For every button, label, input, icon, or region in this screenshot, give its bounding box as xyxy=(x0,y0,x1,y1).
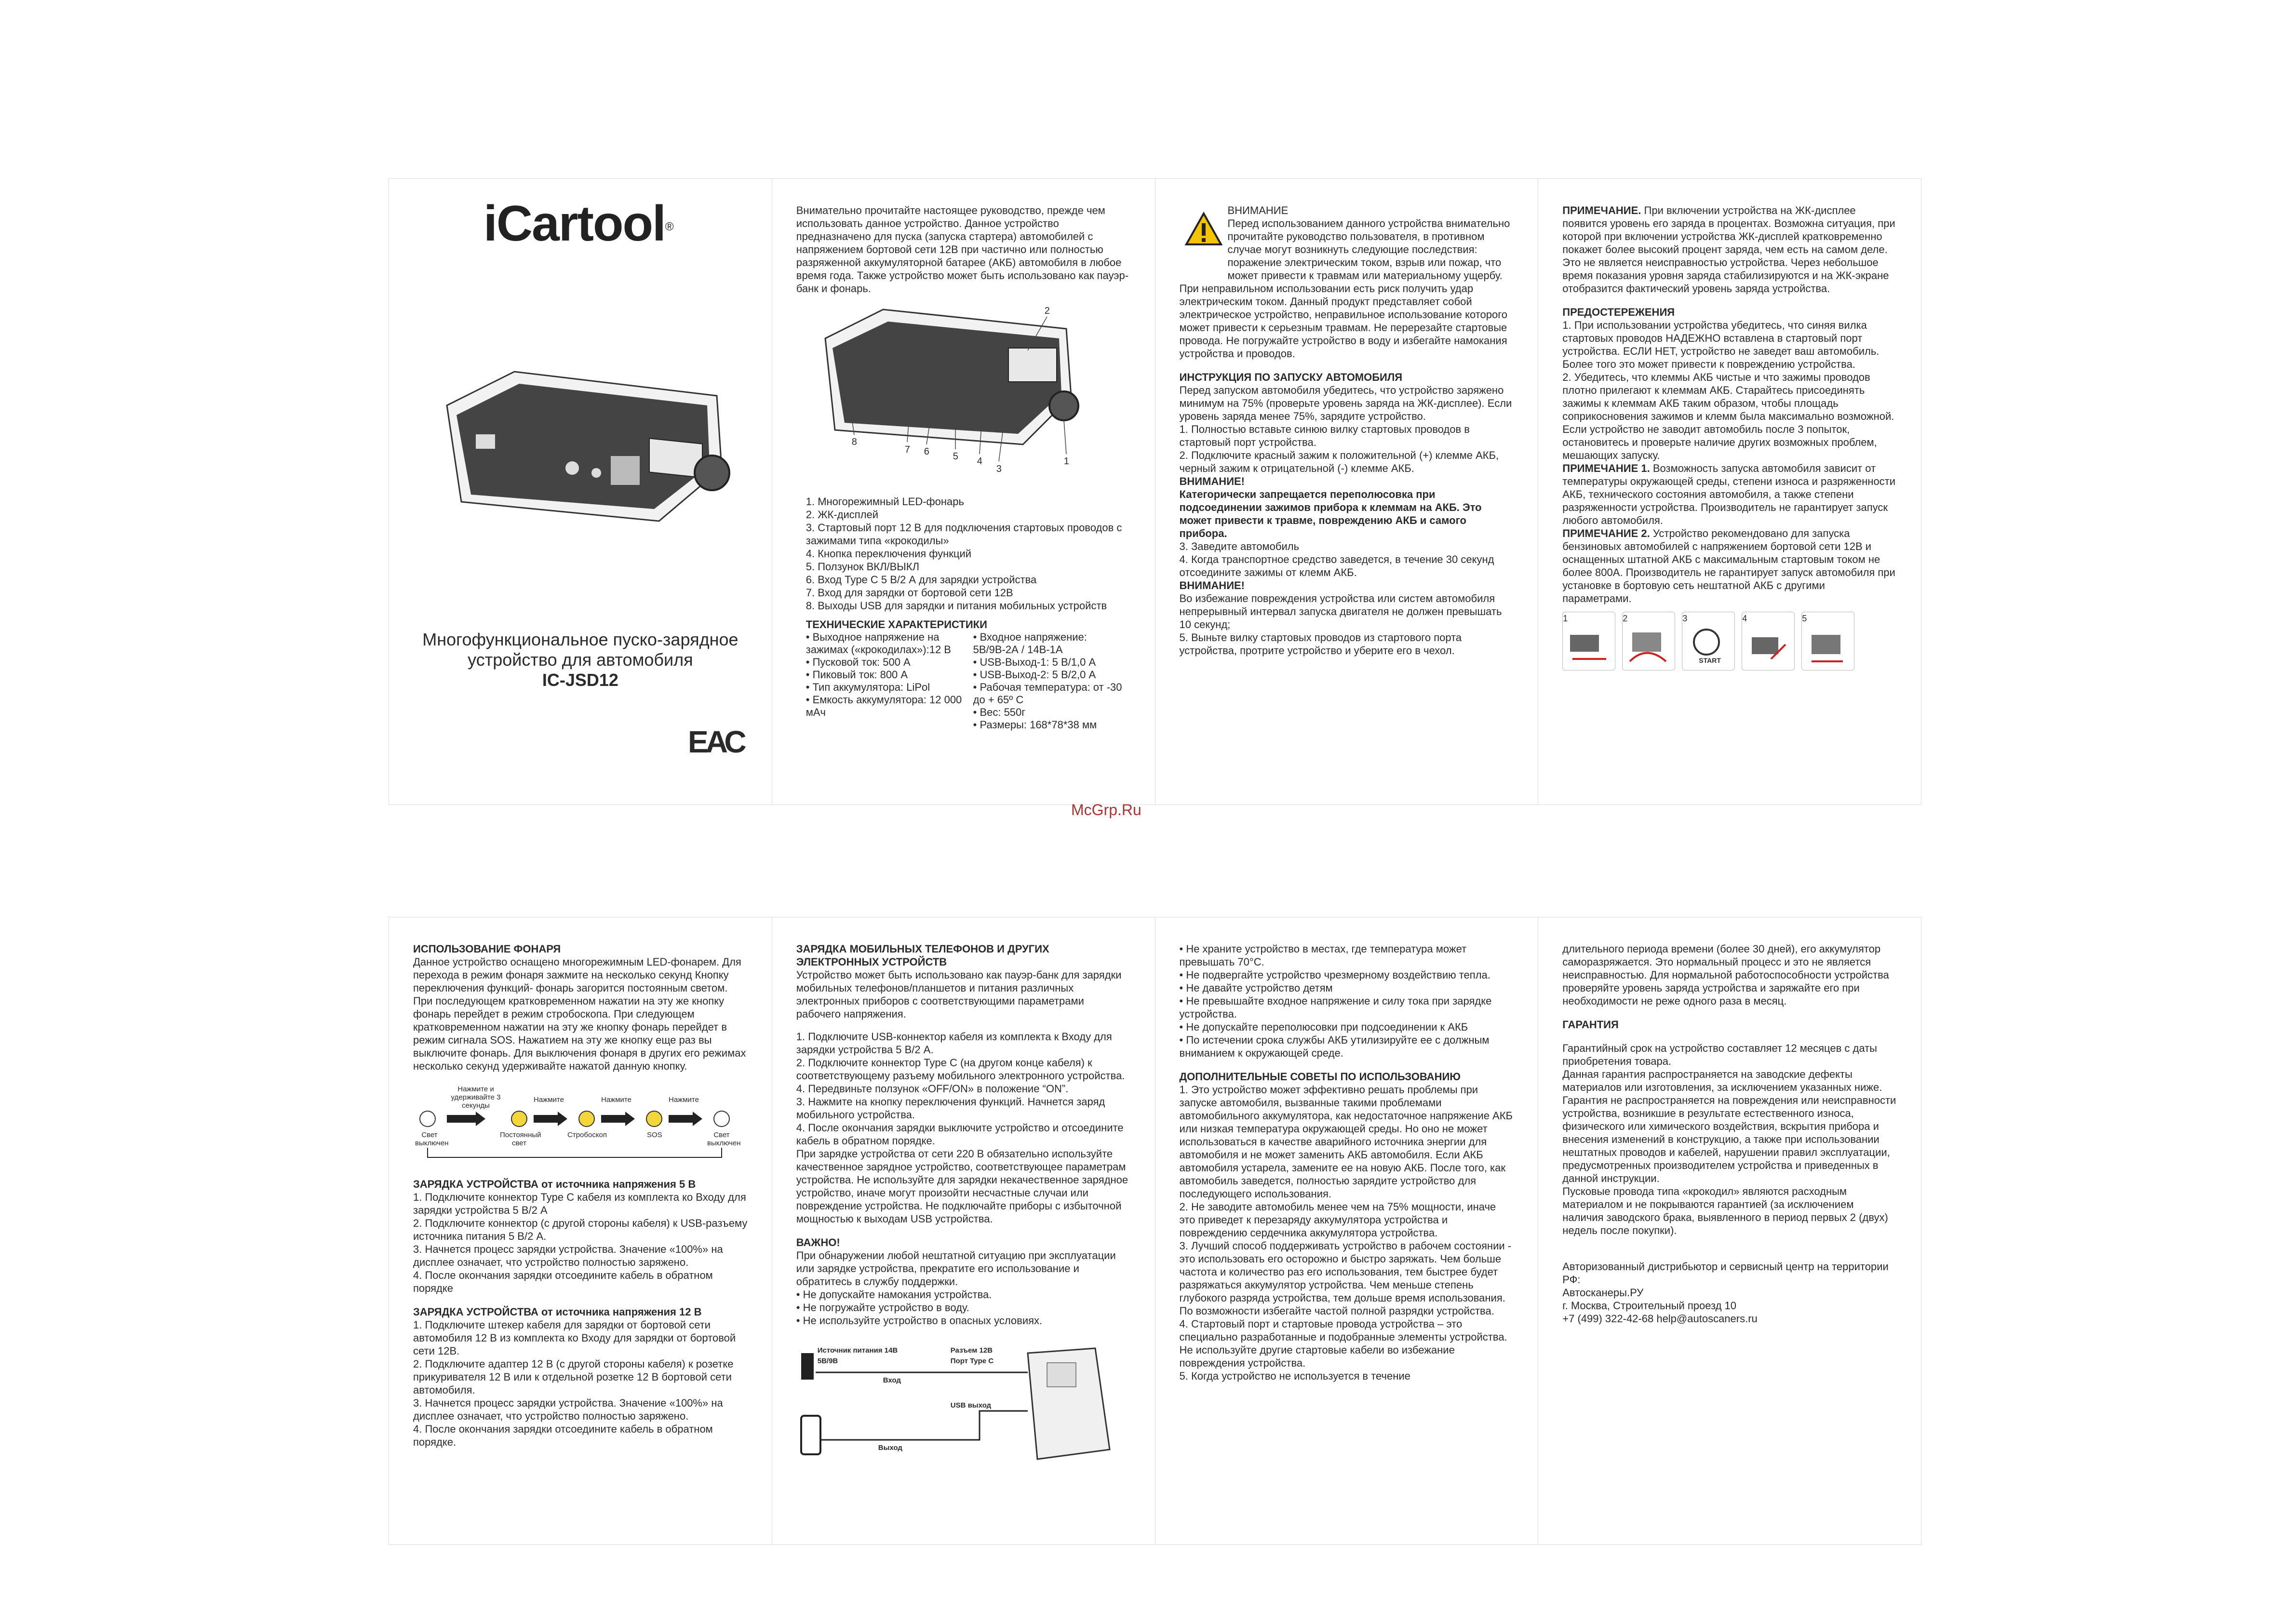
diagram-label: Источник питания 14В xyxy=(817,1346,898,1355)
callout-3: 3 xyxy=(996,464,1002,474)
start-step: 5 xyxy=(1801,612,1854,671)
attention-2-text: Во избежание повреждения устройства или систем автомобиля непрерывный интервал запуска двигателя не должен превышать 10 секунд; xyxy=(1179,592,1502,631)
step-1: 1. Полностью вставьте синюю вилку стартовых проводов в стартовый порт устройства. xyxy=(1179,423,1470,448)
step-3: 3. Заведите автомобиль xyxy=(1179,540,1300,552)
precaution-1: 1. При использовании устройства убедитесь, что синяя вилка стартовых проводов НАДЕЖНО вставлена в стартовый порт устройства. ЕСЛИ НЕТ, устройство не заведет ваш автомобиль. Более того это может привести к повреждению устройства. xyxy=(1562,319,1880,370)
warning-text: Перед использованием данного устройства внимательно прочитайте руководство пользователя, в противном случае могут возникнуть следующие последствия: поражение электрическим током, взрыв или пожар, что может привести к травмам или материальному ущербу. xyxy=(1227,217,1510,282)
flashlight-mode-label: Постоянный свет xyxy=(500,1131,541,1147)
diagram-label: Вход xyxy=(883,1376,901,1384)
sheet-top xyxy=(389,178,1921,805)
parts-list: 1. Многорежимный LED-фонарь 2. ЖК-дисплей 3. Стартовый порт 12 В для подключения стартовых проводов с зажимами типа «крокодилы» 4. Кнопка переключения функций 5. Ползунок ВКЛ/ВЫКЛ 6. Вход Type C 5 В/2 А для зарядки устройства 7. Вход для зарядки от бортовой сети 12В 8. Выходы USB для зарядки и питания мобильных устройств xyxy=(806,496,1122,612)
attention-1: ВНИМАНИЕ! xyxy=(1179,475,1245,487)
flashlight-mode-label: Стробоскоп xyxy=(567,1131,607,1139)
flashlight-hint: Нажмите и удерживайте 3 секунды xyxy=(451,1085,501,1110)
flashlight-panel xyxy=(389,917,772,1544)
powerbank-title: ЗАРЯДКА МОБИЛЬНЫХ ТЕЛЕФОНОВ И ДРУГИХ ЭЛЕКТРОННЫХ УСТРОЙСТВ xyxy=(796,943,1049,968)
caution-item: • Не храните устройство в местах, где температура может превышать 70°С. xyxy=(1179,943,1467,968)
note-1: ПРИМЕЧАНИЕ 1. Возможность запуска автомобиля зависит от температуры окружающей среды, степени износа и разряженности АКБ, технического состояния автомобиля, а также степени разряженности устройства. Производитель не гарантирует запуск любого автомобиля. xyxy=(1562,462,1896,526)
start-instructions-panel xyxy=(1155,179,1539,805)
diagram-label: Разъем 12В xyxy=(950,1346,993,1355)
brand-logo: iCartool® xyxy=(483,196,673,252)
powerbank-panel xyxy=(772,917,1155,1544)
flashlight-mode-label: Свет выключен xyxy=(707,1131,741,1147)
tip-continuation: длительного периода времени (более 30 дней), его аккумулятор саморазряжается. Это нормальный процесс и это не является неисправностью. Для нормальной работоспособности устройства проверяйте уровень заряда устройства и заряжайте его при необходимости не реже одного раза в месяц. xyxy=(1562,943,1889,1007)
start-steps-illustration xyxy=(1562,612,1897,671)
tip-item: 1. Это устройство может эффективно решать проблемы при запуске автомобиля, вызванные такими проблемами автомобильного аккумулятора, как недостаточное напряжение АКБ или низкая температура окружающей среды. Но оно не может использоваться в качестве аварийного источника энергии для автомобиля и не может заменить АКБ автомобиля. Если АКБ автомобиля устарела, замените ее на новую АКБ. После того, как автомобиль заведется, полностью зарядите устройство для последующего использования. xyxy=(1179,1084,1513,1200)
charge-5v-step: 1. Подключите коннектор Type C кабеля из комплекта ко Входу для зарядки устройства 5 В/2 А xyxy=(413,1191,746,1216)
charge-12v-step: 1. Подключите штекер кабеля для зарядки от бортовой сети автомобиля 12 В из комплекта ко Входу для зарядки от бортовой сети 12В. xyxy=(413,1319,736,1357)
attention-1-text: Категорически запрещается переполюсовка при подсоединении зажимов прибора к клеммам на АКБ. Это может привести к травме, повреждению АКБ и самого прибора. xyxy=(1179,488,1482,539)
important-item: • Не допускайте намокания устройства. xyxy=(796,1288,992,1301)
powerbank-text: Устройство может быть использовано как пауэр-банк для зарядки мобильных телефонов/планшетов и питания различных электронных приборов с соответствующими параметрами рабочего напряжения. xyxy=(796,969,1122,1020)
precaution-2: 2. Убедитесь, что клеммы АКБ чистые и что зажимы проводов плотно прилегают к клеммам АКБ. Старайтесь присоединять зажимы к клеммам АКБ таким образом, чтобы площадь соприкосновения зажимов и клемм была максимально возможной. Если устройство не заводит автомобиль после 3 попыток, остановитесь и проверьте наличие других возможных проблем, мешающих запуску. xyxy=(1562,371,1894,461)
diagram-label: 5В/9В xyxy=(817,1357,838,1365)
spec-title: ТЕХНИЧЕСКИЕ ХАРАКТЕРИСТИКИ xyxy=(806,618,987,631)
charge-12v-step: 2. Подключите адаптер 12 В (с другой стороны кабеля) к розетке прикуривателя 12 В или к отдельной розетке 12 В бортовой сети автомобиля. xyxy=(413,1358,734,1396)
flashlight-mode-label: SOS xyxy=(647,1131,662,1139)
important-item: • Не используйте устройство в опасных условиях. xyxy=(796,1315,1043,1327)
tip-item: 4. Стартовый порт и стартовые провода устройства – это специально разработанные и подобранные элементы устройства. Не используйте другие стартовые кабели во избежание повреждения устройства. xyxy=(1179,1318,1507,1369)
precautions-title: ПРЕДОСТЕРЕЖЕНИЯ xyxy=(1562,306,1675,318)
charge-5v-step: 2. Подключите коннектор (с другой стороны кабеля) к USB-разъему источника питания 5 В/2 А. xyxy=(413,1217,748,1242)
callout-4: 4 xyxy=(977,456,982,467)
step-2: 2. Подключите красный зажим к положительной (+) клемме АКБ, черный зажим к отрицательной (-) клемме АКБ. xyxy=(1179,449,1499,474)
charge-12v-step: 4. После окончания зарядки отсоедините кабель в обратном порядке. xyxy=(413,1423,713,1448)
intro-text: Внимательно прочитайте настоящее руководство, прежде чем использовать данное устройство. Данное устройство предназначено для пуска (запуска стартера) автомобилей с напряжением бортовой сети 12В при частично или полностью разряженной аккумуляторной батарее (АКБ) автомобиля в любое время года. Также устройство может быть использовано как пауэр-банк и фонарь. xyxy=(796,204,1129,295)
flashlight-hint: Нажмите xyxy=(601,1096,631,1104)
charge-12v-step: 3. Начнется процесс зарядки устройства. Значение «100%» на дисплее означает, что устройство полностью заряжено. xyxy=(413,1397,723,1422)
tip-item: 2. Не заводите автомобиль менее чем на 75% мощности, иначе это приведет к перезаряду аккумулятора устройства и повреждению сердечника аккумулятора устройства. xyxy=(1179,1201,1496,1239)
callout-7: 7 xyxy=(904,444,910,455)
warranty-item: Гарантийный срок на устройство составляет 12 месяцев с даты приобретения товара. xyxy=(1562,1042,1877,1067)
important-title: ВАЖНО! xyxy=(796,1236,840,1248)
step-5: 5. Выньте вилку стартовых проводов из стартового порта устройства, протрите устройство и уберите его в чехол. xyxy=(1179,631,1462,657)
important-text: При обнаружении любой нештатной ситуацию при эксплуатации или зарядке устройства, прекратите его использование и обратитесь в службу поддержки. xyxy=(796,1249,1116,1288)
callout-8: 8 xyxy=(851,437,857,447)
note-text: ПРИМЕЧАНИЕ. При включении устройства на ЖК-дисплее появится уровень его заряда в процентах. Возможна ситуация, при которой при включении устройства ЖК-дисплей кратковременно покажет более высокий процент заряда, чем есть на самом деле. Это не является неисправностью устройства. Через небольшое время показания уровня заряда стабилизируются и на ЖК-экране отобразится фактический уровень заряда устройства. xyxy=(1562,204,1895,295)
warranty-panel xyxy=(1538,917,1921,1544)
tips-panel xyxy=(1155,917,1539,1544)
powerbank-diagram xyxy=(796,1343,1131,1469)
flashlight-mode-label: Свет выключен xyxy=(415,1131,449,1147)
attention-2: ВНИМАНИЕ! xyxy=(1179,579,1245,591)
charge-12v-title: ЗАРЯДКА УСТРОЙСТВА от источника напряжения 12 В xyxy=(413,1306,702,1318)
flashlight-hint: Нажмите xyxy=(534,1096,564,1104)
sheet-bottom xyxy=(389,917,1921,1545)
flashlight-title: ИСПОЛЬЗОВАНИЕ ФОНАРЯ xyxy=(413,943,561,955)
diagram-label: USB выход xyxy=(950,1401,992,1409)
charge-5v-step: 3. Начнется процесс зарядки устройства. Значение «100%» на дисплее означает, что устройство полностью заряжено. xyxy=(413,1243,723,1268)
warranty-item: Пусковые провода типа «крокодил» являются расходным материалом и не покрываются гарантией (за исключением наличия заводского брака, выявленного в период первых 2 (двух) недель после покупки). xyxy=(1562,1185,1888,1236)
warranty-title: ГАРАНТИЯ xyxy=(1562,1019,1619,1031)
start-step: 3 START xyxy=(1682,612,1735,671)
spec-table: • Выходное напряжение на зажимах («крокодилах»):12 В • Пусковой ток: 500 А • Пиковый ток: 800 А • Тип аккумулятора: LiPol • Емкость аккумулятора: 12 000 мАч • Входное напряжение: 5В/9В-2А / 14В-1А • USB-Выход-1: 5 В/1,0 А • USB-Выход-2: 5 В/2,0 А • Рабочая температура: от -30 до + 65º С • Вес: 550г • Размеры: 168*78*38 мм xyxy=(806,631,1122,731)
callout-1: 1 xyxy=(1063,456,1069,467)
precautions-panel xyxy=(1538,179,1921,805)
eac-mark: ЕАС xyxy=(688,725,744,759)
caution-item: • Не превышайте входное напряжение и силу тока при зарядке устройства. xyxy=(1179,995,1492,1020)
callout-5: 5 xyxy=(953,451,958,462)
step-4: 4. Когда транспортное средство заведется, в течение 30 секунд отсоедините зажимы от клемм АКБ. xyxy=(1179,553,1494,578)
caution-item: • Не подвергайте устройство чрезмерному воздействию тепла. xyxy=(1179,969,1490,981)
flashlight-hint: Нажмите xyxy=(669,1096,699,1104)
tip-item: 5. Когда устройство не используется в течение xyxy=(1179,1370,1410,1382)
caution-item: • По истечении срока службы АКБ утилизируйте ее с должным вниманием к окружающей среде. xyxy=(1179,1034,1490,1059)
warning-icon xyxy=(1184,212,1223,246)
cover-panel xyxy=(389,179,772,805)
start-step: 1 xyxy=(1562,612,1615,671)
parts-panel xyxy=(772,179,1155,805)
risk-text: При неправильном использовании есть риск получить удар электрическим током. Данный продукт представляет собой электрическое устройство, неправильное использование которого может привести к серьезным травмам. Не перерезайте стартовые провода. Не погружайте устройство в воду и избегайте намокания устройства и проводов. xyxy=(1179,282,1508,360)
charge-5v-step: 4. После окончания зарядки отсоедините кабель в обратном порядке xyxy=(413,1269,713,1294)
start-step: 4 xyxy=(1742,612,1795,671)
important-item: • Не погружайте устройство в воду. xyxy=(796,1302,969,1314)
caution-item: • Не давайте устройство детям xyxy=(1179,982,1333,994)
contact-info: Авторизованный дистрибьютор и сервисный центр на территории РФ: Автосканеры.РУ г. Москва, Строительный проезд 10 +7 (499) 322-42-68 help@autoscaners.ru xyxy=(1562,1261,1889,1325)
charge-5v-title: ЗАРЯДКА УСТРОЙСТВА от источника напряжения 5 В xyxy=(413,1178,696,1190)
warranty-item: Данная гарантия распространяется на заводские дефекты материалов или изготовления, за исключением указанных ниже. xyxy=(1562,1068,1882,1093)
warning-title: ВНИМАНИЕ xyxy=(1227,204,1289,216)
instr-intro: Перед запуском автомобиля убедитесь, что устройство заряжено минимум на 75% (проверьте уровень заряда на ЖК-дисплее). Если уровень заряда менее 75%, зарядите устройство. xyxy=(1179,384,1512,422)
watermark: McGrp.Ru xyxy=(1071,801,1141,819)
flashlight-modes-diagram xyxy=(413,1085,748,1167)
product-title: Многофункциональное пуско-зарядное устройство для автомобиля IC-JSD12 xyxy=(422,630,738,690)
warranty-item: Гарантия не распространяется на повреждения или неисправности устройства, возникшие в результате естественного износа, физического или химического воздействия, вскрытия прибора и внесения изменений в конструкцию, а также при использовании нештатных проводов и кабелей, нарушении правил эксплуатации, предусмотренных производителем устройства и приведенных в данной инструкции. xyxy=(1562,1094,1896,1184)
diagram-label: Порт Type C xyxy=(950,1357,994,1365)
device-illustration xyxy=(428,362,736,545)
powerbank-steps: 1. Подключите USB-коннектор кабеля из комплекта к Входу для зарядки устройства 5 В/2 А. 2. Подключите коннектор Type C (на другом конце кабеля) к соответствующему разъему мобильного электронного устройства. 4. Передвиньте ползунок «OFF/ON» в положение “ON”. 3. Нажмите на кнопку переключения функций. Начнется заряд мобильного устройства. 4. После окончания зарядки выключите устройство и отсоедините кабель в обратном порядке. При зарядке устройства от сети 220 В обязательно используйте качественное зарядное устройство, соответствующее параметрам устройства. Не используйте для зарядки некачественное зарядное устройство, иначе могут произойти несчастные случаи или повреждение устройства. Не подключайте приборы с избыточной мощностью к выходам USB устройства. xyxy=(796,1031,1128,1225)
parts-diagram xyxy=(796,305,1131,495)
instr-title: ИНСТРУКЦИЯ ПО ЗАПУСКУ АВТОМОБИЛЯ xyxy=(1179,371,1403,383)
callout-2: 2 xyxy=(1044,306,1050,316)
caution-item: • Не допускайте переполюсовки при подсоединении к АКБ xyxy=(1179,1021,1468,1033)
tips-title: ДОПОЛНИТЕЛЬНЫЕ СОВЕТЫ ПО ИСПОЛЬЗОВАНИЮ xyxy=(1179,1071,1461,1083)
flashlight-text: Данное устройство оснащено многорежимным LED-фонарем. Для перехода в режим фонаря зажмите на несколько секунд Кнопку переключения функций- фонарь загорится постоянным светом. При последующем кратковременном нажатии на эту же кнопку фонарь перейдет в режим стробоскопа. При следующем кратковременном нажатии на эту же кнопку фонарь перейдет в режим сигнала SOS. Нажатием на эту же кнопку еще раз вы выключите фонарь. Для выключения фонаря в других его режимах несколько секунд удерживайте нажатой данную кнопку. xyxy=(413,956,746,1072)
tip-item: 3. Лучший способ поддерживать устройство в рабочем состоянии - это использовать его осторожно и быстро заряжать. Чем больше частота и количество раз его использования, тем быстрее будет разряжаться аккумулятор устройства. Чем меньше степень глубокого разряда устройства, тем дольше время использования. По возможности избегайте частой полной разрядки устройства. xyxy=(1179,1240,1512,1317)
start-step: 2 xyxy=(1622,612,1675,671)
diagram-label: Выход xyxy=(878,1444,902,1452)
note-2: ПРИМЕЧАНИЕ 2. Устройство рекомендовано для запуска бензиновых автомобилей с напряжением бортовой сети 12В и оснащенных штатной АКБ с максимальным стартовым током не более 800А. Производитель не гарантирует запуск автомобиля при установке в бортовую сеть нештатной АКБ с другими параметрами. xyxy=(1562,527,1895,604)
callout-6: 6 xyxy=(924,446,929,457)
